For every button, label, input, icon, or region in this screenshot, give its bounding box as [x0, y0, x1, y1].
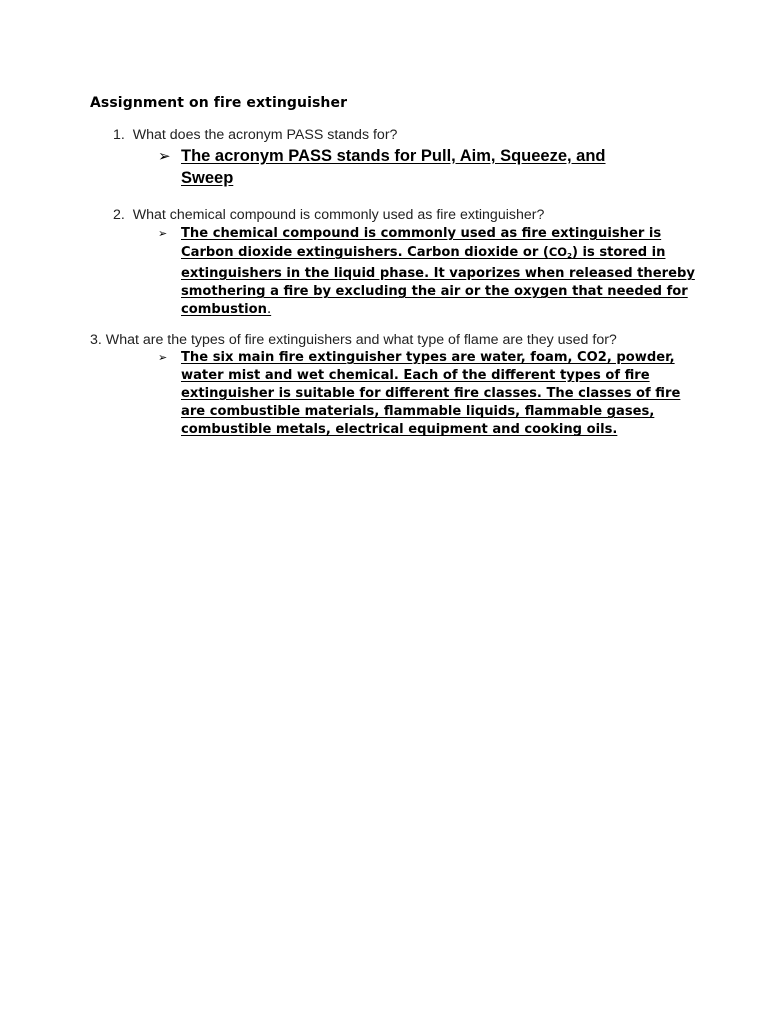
- answer-text: [181, 349, 686, 439]
- answer-line: combustible metals, electrical equipment and cooking oils.: [181, 422, 618, 438]
- question-3: [90, 332, 617, 348]
- answer-line: combustion.: [181, 302, 272, 318]
- question-number: 1.: [113, 127, 125, 143]
- question-text: What chemical compound is commonly used as fire extinguisher?: [132, 207, 545, 223]
- arrow-bullet-icon: ➢: [158, 147, 171, 165]
- answer-line: Sweep: [181, 169, 234, 187]
- answer-line: Carbon dioxide extinguishers. Carbon dioxide or $(CO_2)$ is stored in: [181, 245, 666, 261]
- answer-line: water mist and wet chemical. Each of the different types of fire: [181, 368, 650, 384]
- arrow-bullet-icon: ➢: [158, 227, 168, 240]
- answer-text: [181, 225, 695, 319]
- answer-line: The acronym PASS stands for Pull, Aim, Squeeze, and: [181, 147, 606, 165]
- answer-line: The six main fire extinguisher types are water, foam, CO2, powder,: [181, 350, 675, 365]
- co2-formula: $CO_2$: [548, 245, 572, 261]
- question-1: [113, 127, 397, 143]
- answer-text: [181, 145, 651, 189]
- question-text: What are the types of fire extinguishers and what type of flame are they used for?: [105, 332, 617, 348]
- answer-line: are combustible materials, flammable liquids, flammable gases,: [181, 404, 655, 420]
- question-text: What does the acronym PASS stands for?: [132, 127, 398, 143]
- document-title: Assignment on fire extinguisher: [90, 95, 348, 111]
- question-number: 3.: [90, 332, 102, 348]
- answer-line: extinguisher is suitable for different fire classes. The classes of fire: [181, 386, 681, 402]
- question-2: [113, 207, 544, 223]
- answer-line: smothering a fire by excluding the air or the oxygen that needed for: [181, 284, 688, 300]
- question-number: 2.: [113, 207, 125, 223]
- answer-line: The chemical compound is commonly used as fire extinguisher is: [181, 226, 662, 241]
- arrow-bullet-icon: ➢: [158, 351, 168, 364]
- answer-line: extinguishers in the liquid phase. It vaporizes when released thereby: [181, 266, 695, 282]
